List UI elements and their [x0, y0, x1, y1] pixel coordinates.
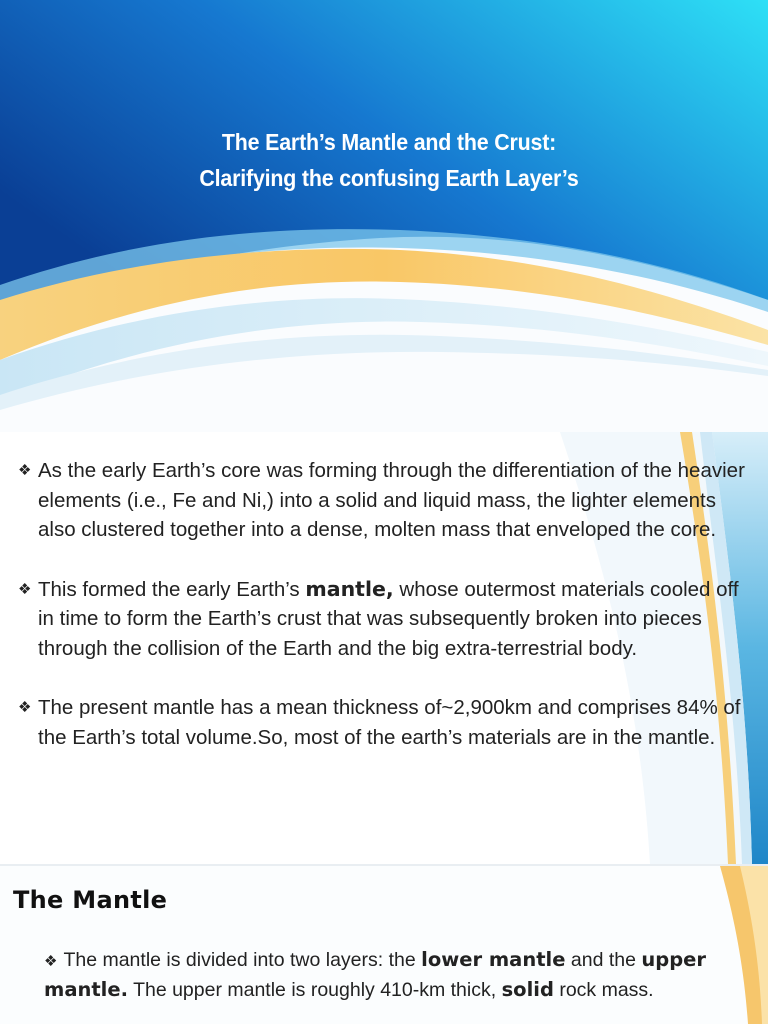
slide-title — [27, 124, 751, 196]
diamond-bullet-icon: ❖ — [44, 953, 58, 970]
bullet-list — [18, 456, 758, 782]
slide-title-line-2: Clarifying the confusing Earth Layer’s — [199, 165, 579, 191]
bullet-item-1 — [18, 456, 758, 545]
mantle-bold-2: upper mantle. — [44, 948, 707, 1001]
bullet-text-before: This formed the early Earth’s — [38, 577, 306, 601]
diamond-bullet-icon: ❖ — [18, 462, 32, 479]
diamond-bullet-icon: ❖ — [18, 699, 32, 716]
bullet-item-3 — [18, 693, 758, 752]
bullet-text-bold: mantle, — [305, 576, 394, 601]
bullet-text-after: whose outermost materials cooled off in time to form the Earth’s crust that was subsequently broken into pieces through the collision of the Earth and the big extra-terrestrial body. — [38, 577, 739, 660]
mantle-text-1: The mantle is divided into two layers: the — [63, 949, 422, 971]
mantle-bold-3: solid — [501, 978, 554, 1001]
slide-title-line-1: The Earth’s Mantle and the Crust: — [221, 129, 557, 155]
content-slide — [0, 432, 768, 864]
mantle-bold-1: lower mantle — [421, 948, 566, 971]
title-slide-background — [0, 0, 768, 432]
mantle-text-2: and the — [565, 949, 642, 971]
title-slide — [0, 0, 768, 432]
mantle-text-4: rock mass. — [553, 979, 654, 1001]
diamond-bullet-icon: ❖ — [18, 580, 32, 598]
mantle-text-3: The upper mantle is roughly 410-km thick, — [128, 979, 502, 1001]
section-heading: The Mantle — [13, 886, 168, 914]
bullet-item-2 — [18, 575, 758, 664]
bullet-text: As the early Earth’s core was forming through the differentiation of the heavier elements (i.e., Fe and Ni,) into a solid and liquid mass, the lighter elements also clustered together into a dense, molten mass that enveloped the core. — [38, 459, 745, 541]
mantle-slide — [0, 866, 768, 1024]
mantle-bullet — [44, 946, 734, 1004]
bullet-text: The present mantle has a mean thickness of~2,900km and comprises 84% of the Earth’s total volume.So, most of the earth’s materials are in the mantle. — [38, 696, 741, 749]
